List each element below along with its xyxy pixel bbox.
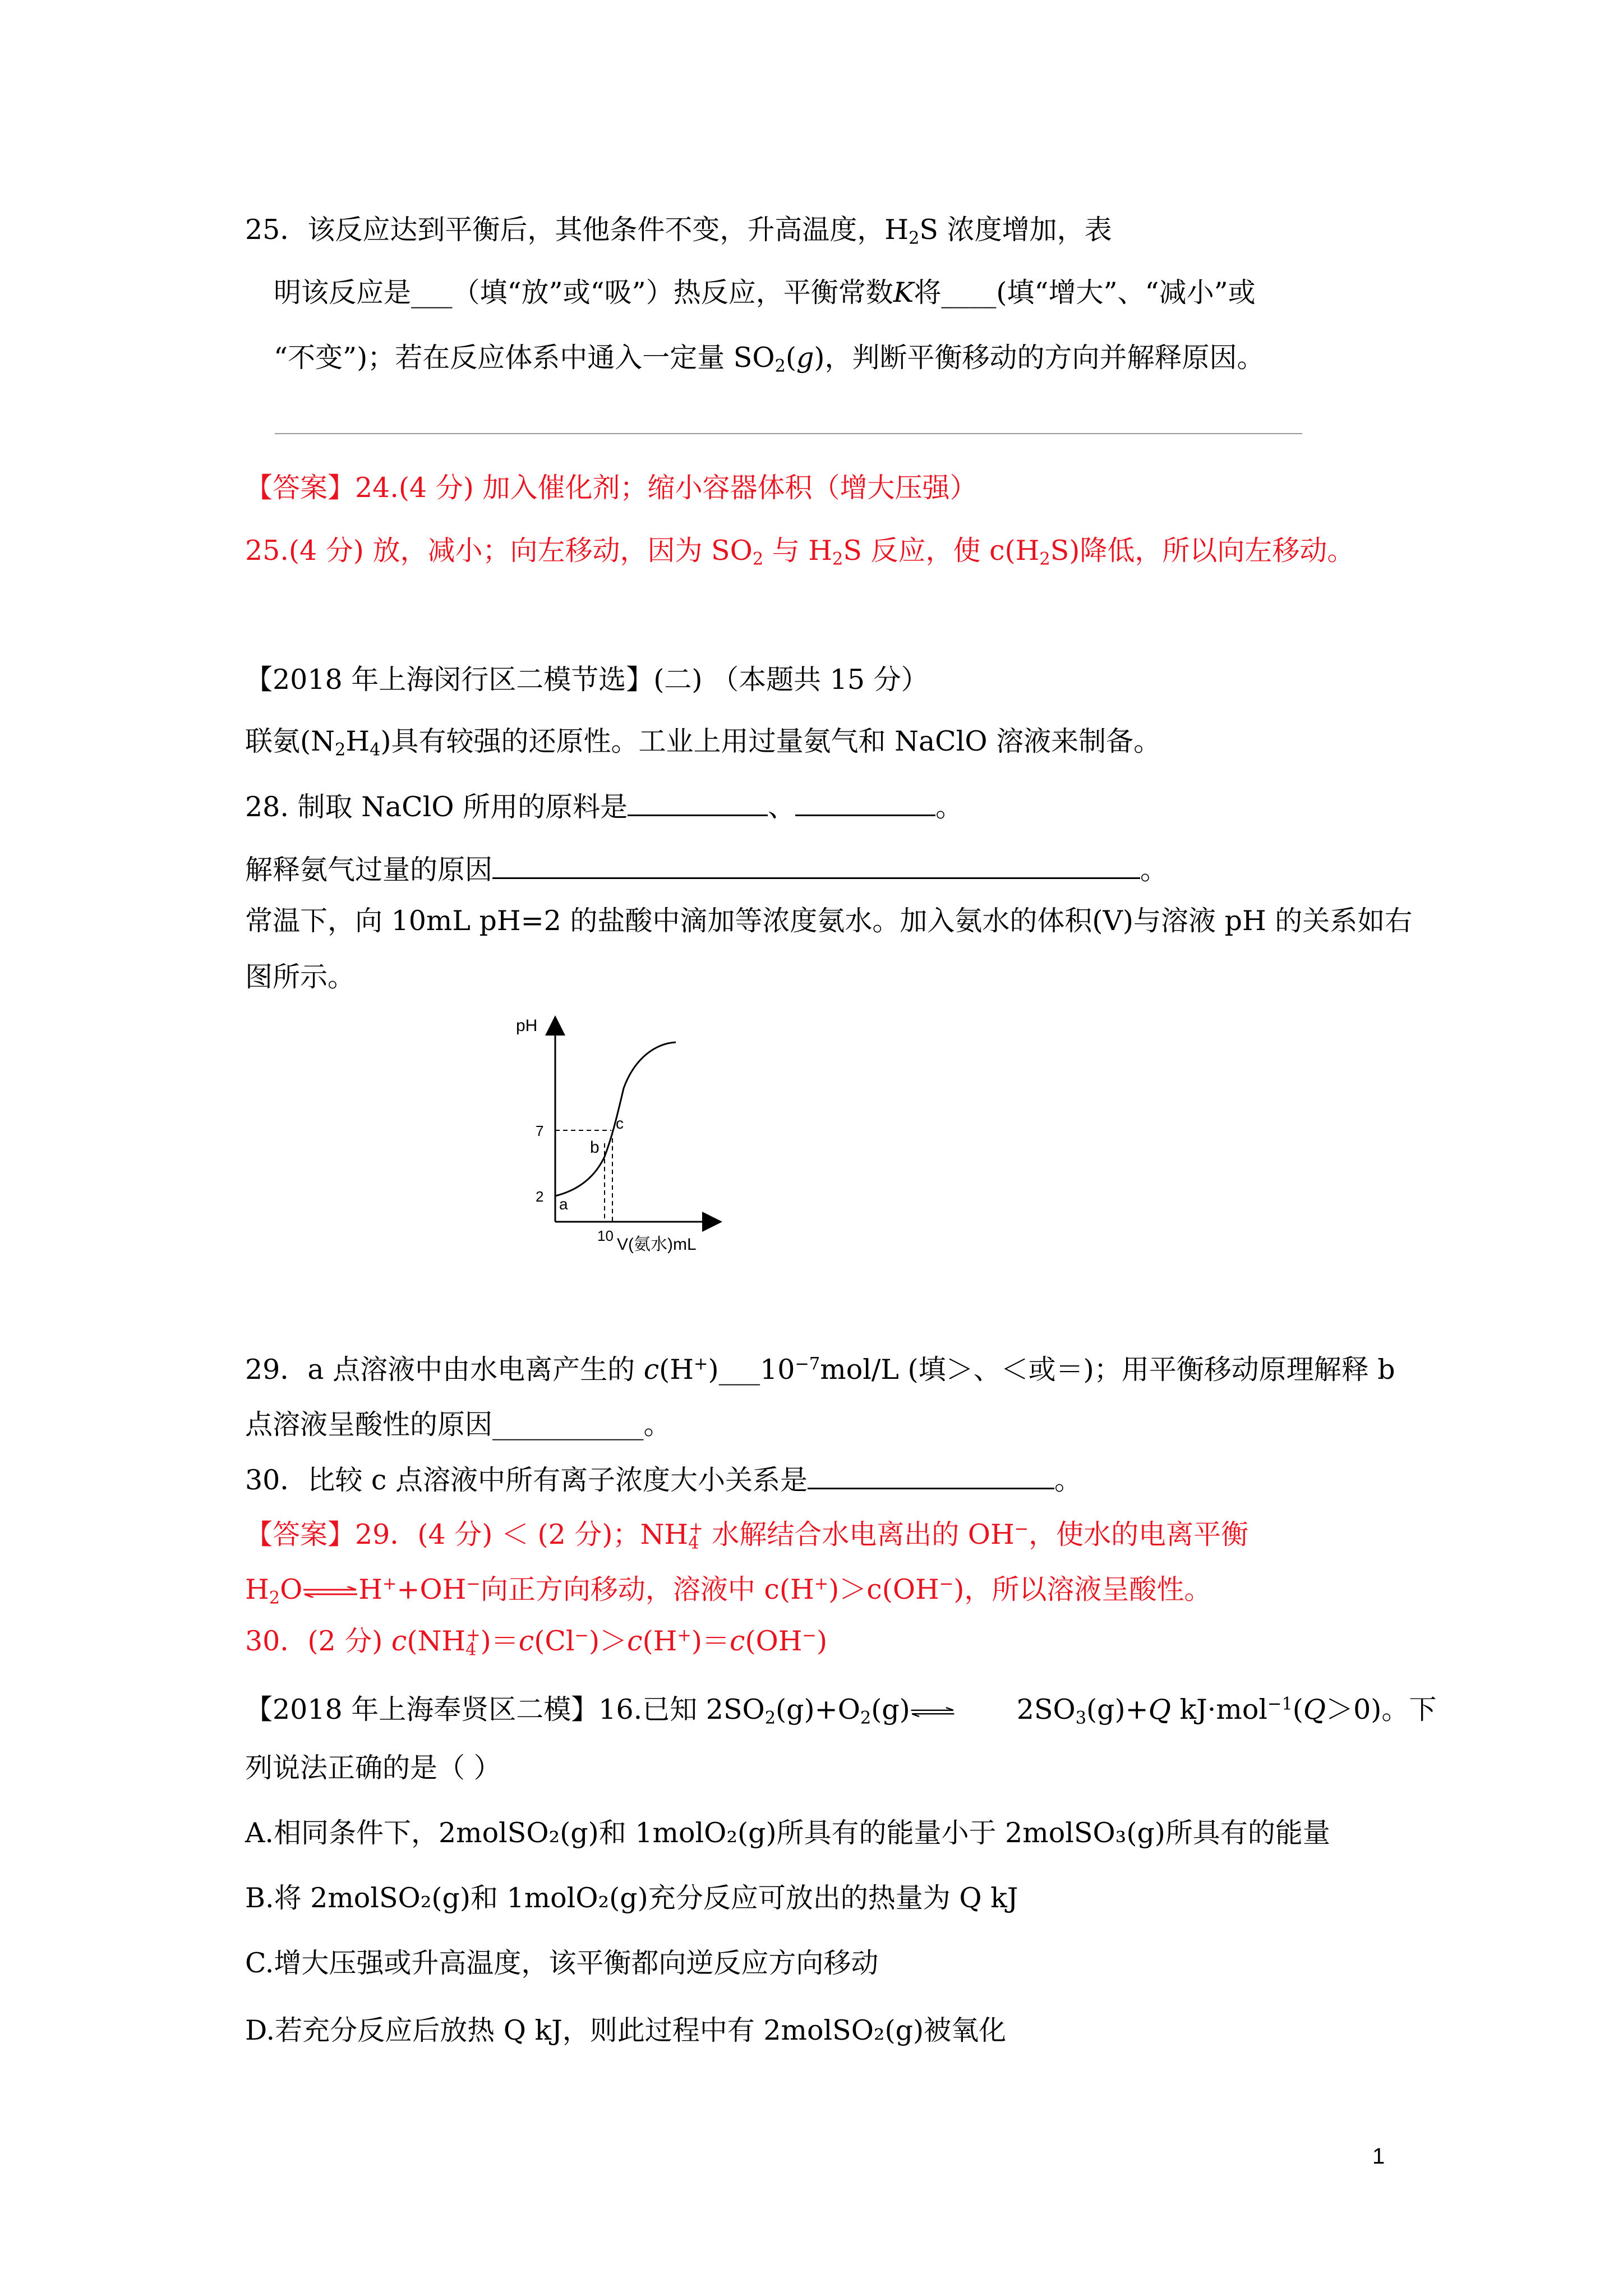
option-b: B.将 2molSO₂(g)和 1molO₂(g)充分反应可放出的热量为 Q kJ	[245, 1882, 1018, 1914]
equilibrium-arrow-icon	[302, 1586, 358, 1598]
q29-line2: 点溶液呈酸性的原因___________。	[245, 1409, 671, 1441]
answer-30: 30．(2 分) $c(NH_4^+)=c(Cl^-)>c(H^+)=c(OH^-)$	[245, 1625, 828, 1660]
section-heading: 【2018 年上海闵行区二模节选】(二) （本题共 15 分）	[245, 664, 929, 696]
q28-line2: 解释氨气过量的原因 。	[245, 853, 1168, 887]
option-d: D.若充分反应后放热 Q kJ，则此过程中有 2molSO₂(g)被氧化	[245, 2014, 1007, 2046]
point-c: c	[616, 1115, 624, 1132]
blank[interactable]	[628, 790, 768, 816]
blank[interactable]	[795, 790, 935, 816]
equilibrium-arrow-icon	[910, 1706, 955, 1718]
y-tick-7: 7	[536, 1122, 544, 1139]
section-intro: 联氨$(N_2H_4)$具有较强的还原性。工业上用过量氨气和 NaClO 溶液来制备。	[245, 725, 1161, 760]
option-c: C.增大压强或升高温度，该平衡都向逆反应方向移动	[245, 1947, 879, 1979]
q25-line2: 明该反应是___（填“放”或“吸”）热反应，平衡常数K将____(填“增大”、“减小”或	[274, 277, 1256, 309]
option-a: A.相同条件下，2molSO₂(g)和 1molO₂(g)所具有的能量小于 2molSO₃(g)所具有的能量	[245, 1817, 1330, 1849]
q30: 30．比较 c 点溶液中所有离子浓度大小关系是 。	[245, 1463, 1082, 1497]
answer-24: 【答案】24.(4 分) 加入催化剂；缩小容器体积（增大压强）	[245, 472, 978, 504]
page-number: 1	[1372, 2144, 1385, 2169]
q16-line2: 列说法正确的是（ ）	[245, 1752, 501, 1784]
intro-line3: 图所示。	[245, 961, 356, 993]
answer-25: 25.(4 分) 放，减小；向左移动，因为 $SO_2$ 与 $H_2S$ 反应，使 $c(H_2S)$降低，所以向左移动。	[245, 535, 1355, 569]
intro-line2: 常温下，向 10mL pH=2 的盐酸中滴加等浓度氨水。加入氨水的体积(V)与溶液 pH 的关系如右	[245, 905, 1413, 937]
point-b: b	[590, 1138, 600, 1157]
point-a: a	[559, 1195, 568, 1213]
blank[interactable]	[492, 853, 1140, 879]
y-axis-label: pH	[516, 1016, 538, 1035]
answer-29-line2: $H_2O$ H++OH−向正方向移动，溶液中 c(H+)＞c(OH−)，所以溶液呈酸性。	[245, 1573, 1212, 1608]
answer-rule	[275, 433, 1302, 434]
titration-chart	[494, 1010, 763, 1273]
answer-29-line1: 【答案】29．(4 分) ＜ (2 分)；$NH_4^+$ 水解结合水电离出的 OH−，使水的电离平衡	[245, 1519, 1249, 1553]
x-tick-10: 10	[597, 1227, 614, 1244]
q16-line1: 【2018 年上海奉贤区二模】16.已知 $2SO_2(g)+O_2(g)$ $2SO_3(g)+Q$ kJ·mol$^{-1}$(Q＞0)。下	[245, 1694, 1437, 1728]
q28-line1: 28. 制取 NaClO 所用的原料是 、 。	[245, 790, 963, 824]
q25-line3: “不变”)；若在反应体系中通入一定量 $SO_2(g)$，判断平衡移动的方向并解释原因。	[274, 342, 1265, 376]
q29-line1: 29．a 点溶液中由水电离产生的 $c(H^+)\_\_\_10^{-7}mol/L$ (填＞、＜或＝)；用平衡移动原理解释 b	[245, 1354, 1395, 1386]
x-axis-label: V(氨水)mL	[617, 1235, 697, 1254]
blank[interactable]	[808, 1463, 1054, 1489]
y-tick-2: 2	[536, 1188, 544, 1205]
q25-line1: 25．该反应达到平衡后，其他条件不变，升高温度，$H_2S$ 浓度增加，表	[245, 214, 1112, 249]
